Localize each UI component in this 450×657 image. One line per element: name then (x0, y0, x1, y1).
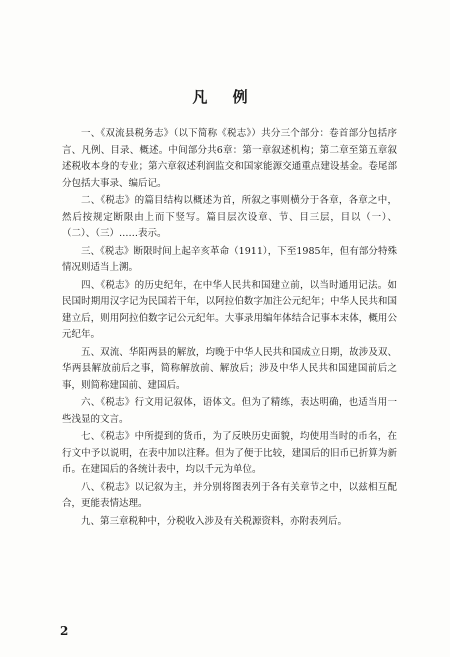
paragraph-5: 五、双流、华阳两县的解放，均晚于中华人民共和国成立日期，故涉及双、华两县解放前后之事，简称解放前、解放后；涉及中华人民共和国建国前后之事，则简称建国前、建国后。 (62, 346, 397, 391)
paragraph-1: 一、《双流县税务志》（以下简称《税志》）共分三个部分：卷首部分包括序言、凡例、目录、概述。中间部分共6章：第一章叙述机构；第二章至第五章叙述税收本身的专业；第六章叙述利润监交和国家能源交通重点建设基金。卷尾部分包括大事录、编后记。 (62, 128, 397, 189)
page-number: 2 (60, 624, 69, 638)
paragraph-2: 二、《税志》的篇目结构以概述为首，所叙之事则横分于各章，各章之中，然后按规定断限由上而下竖写。篇目层次设章、节、目三层，目以（一）、（二）、（三）……表示。 (62, 195, 397, 239)
paragraph-4: 四、《税志》的历史纪年，在中华人民共和国建立前，以当时通用记法。如民国时期用汉字记为民国若干年，以阿拉伯数字加注公元纪年；中华人民共和国建立后，则用阿拉伯数字记公元纪年。大事录用编年体结合记事本末体，概用公元纪年。 (62, 279, 397, 340)
paragraph-9: 九、第三章税种中，分税收入涉及有关税源资料，亦附表列后。 (81, 515, 348, 527)
paragraph-8: 八、《税志》以记叙为主，并分别将图表列于各有关章节之中，以兹相互配合，更能表情达理。 (62, 481, 397, 509)
paragraph-3: 三、《税志》断限时间上起辛亥革命（1911），下至1985年，但有部分特殊情况则适当上溯。 (62, 245, 397, 273)
paragraph-6: 六、《税志》行文用记叙体，语体文。但为了精练，表达明确，也适当用一些浅显的文言。 (62, 397, 397, 425)
paragraph-7: 七、《税志》中所提到的货币，为了反映历史面貌，均使用当时的币名，在行文中予以说明，在表中加以注释。但为了便于比较，建国后的旧币已折算为新币。在建国后的各统计表中，均以千元为单位。 (62, 431, 397, 475)
body-text (62, 126, 397, 531)
page-title: 凡 例 (192, 88, 258, 106)
